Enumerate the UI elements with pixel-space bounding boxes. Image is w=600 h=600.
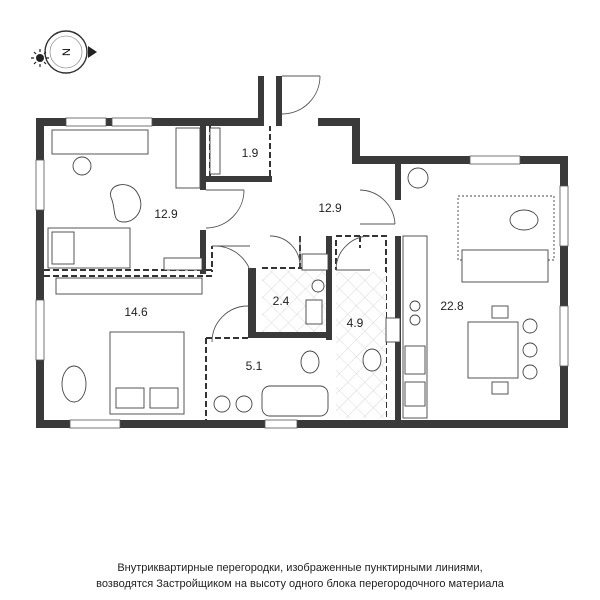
sink-small [386,318,400,342]
footnote-line-2: возводятся Застройщиком на высоту одного блока перегородочного материала [96,578,504,590]
north-arrow-icon [88,46,97,58]
room-area-bedroom-1: 12.9 [154,207,178,221]
toilet-large-icon [301,351,319,373]
room-area-hallway: 12.9 [318,201,342,215]
room-area-bathroom-large: 5.1 [245,359,263,373]
wardrobe-rack [210,128,220,174]
toilet-small-icon [363,349,381,371]
oven [405,346,425,374]
sink-right-icon [236,396,252,412]
room-area-bedroom-2: 14.6 [124,305,148,319]
sink-left-icon [214,396,230,412]
room-area-bathroom-small: 4.9 [346,316,364,330]
room-area-kitchen-living: 22.8 [440,299,464,313]
toilet-icon [312,280,324,292]
sofa [462,250,548,282]
bean-bag-icon [110,185,140,222]
desk-chair-icon [73,157,91,175]
desk [52,130,148,154]
coffee-table [510,210,538,230]
sun-icon [31,49,49,67]
washer [302,254,328,270]
shelf [176,128,200,188]
compass-north-label: N [61,48,73,56]
dining-chair-icon [523,319,537,333]
room-area-toilet: 2.4 [272,294,290,308]
plant-icon [408,168,428,188]
built-in-wardrobe [56,278,202,294]
dining-table [468,322,518,378]
room-area-wardrobe: 1.9 [241,146,259,160]
hob-icon [410,301,420,311]
bathroom-small-floor-tiles [336,272,386,418]
footnote-line-1: Внутриквартирные перегородки, изображенные пунктирными линиями, [117,562,483,574]
bathtub [262,386,328,416]
kitchen-sink [405,382,425,406]
armchair-icon [62,366,86,402]
compass [31,31,97,73]
